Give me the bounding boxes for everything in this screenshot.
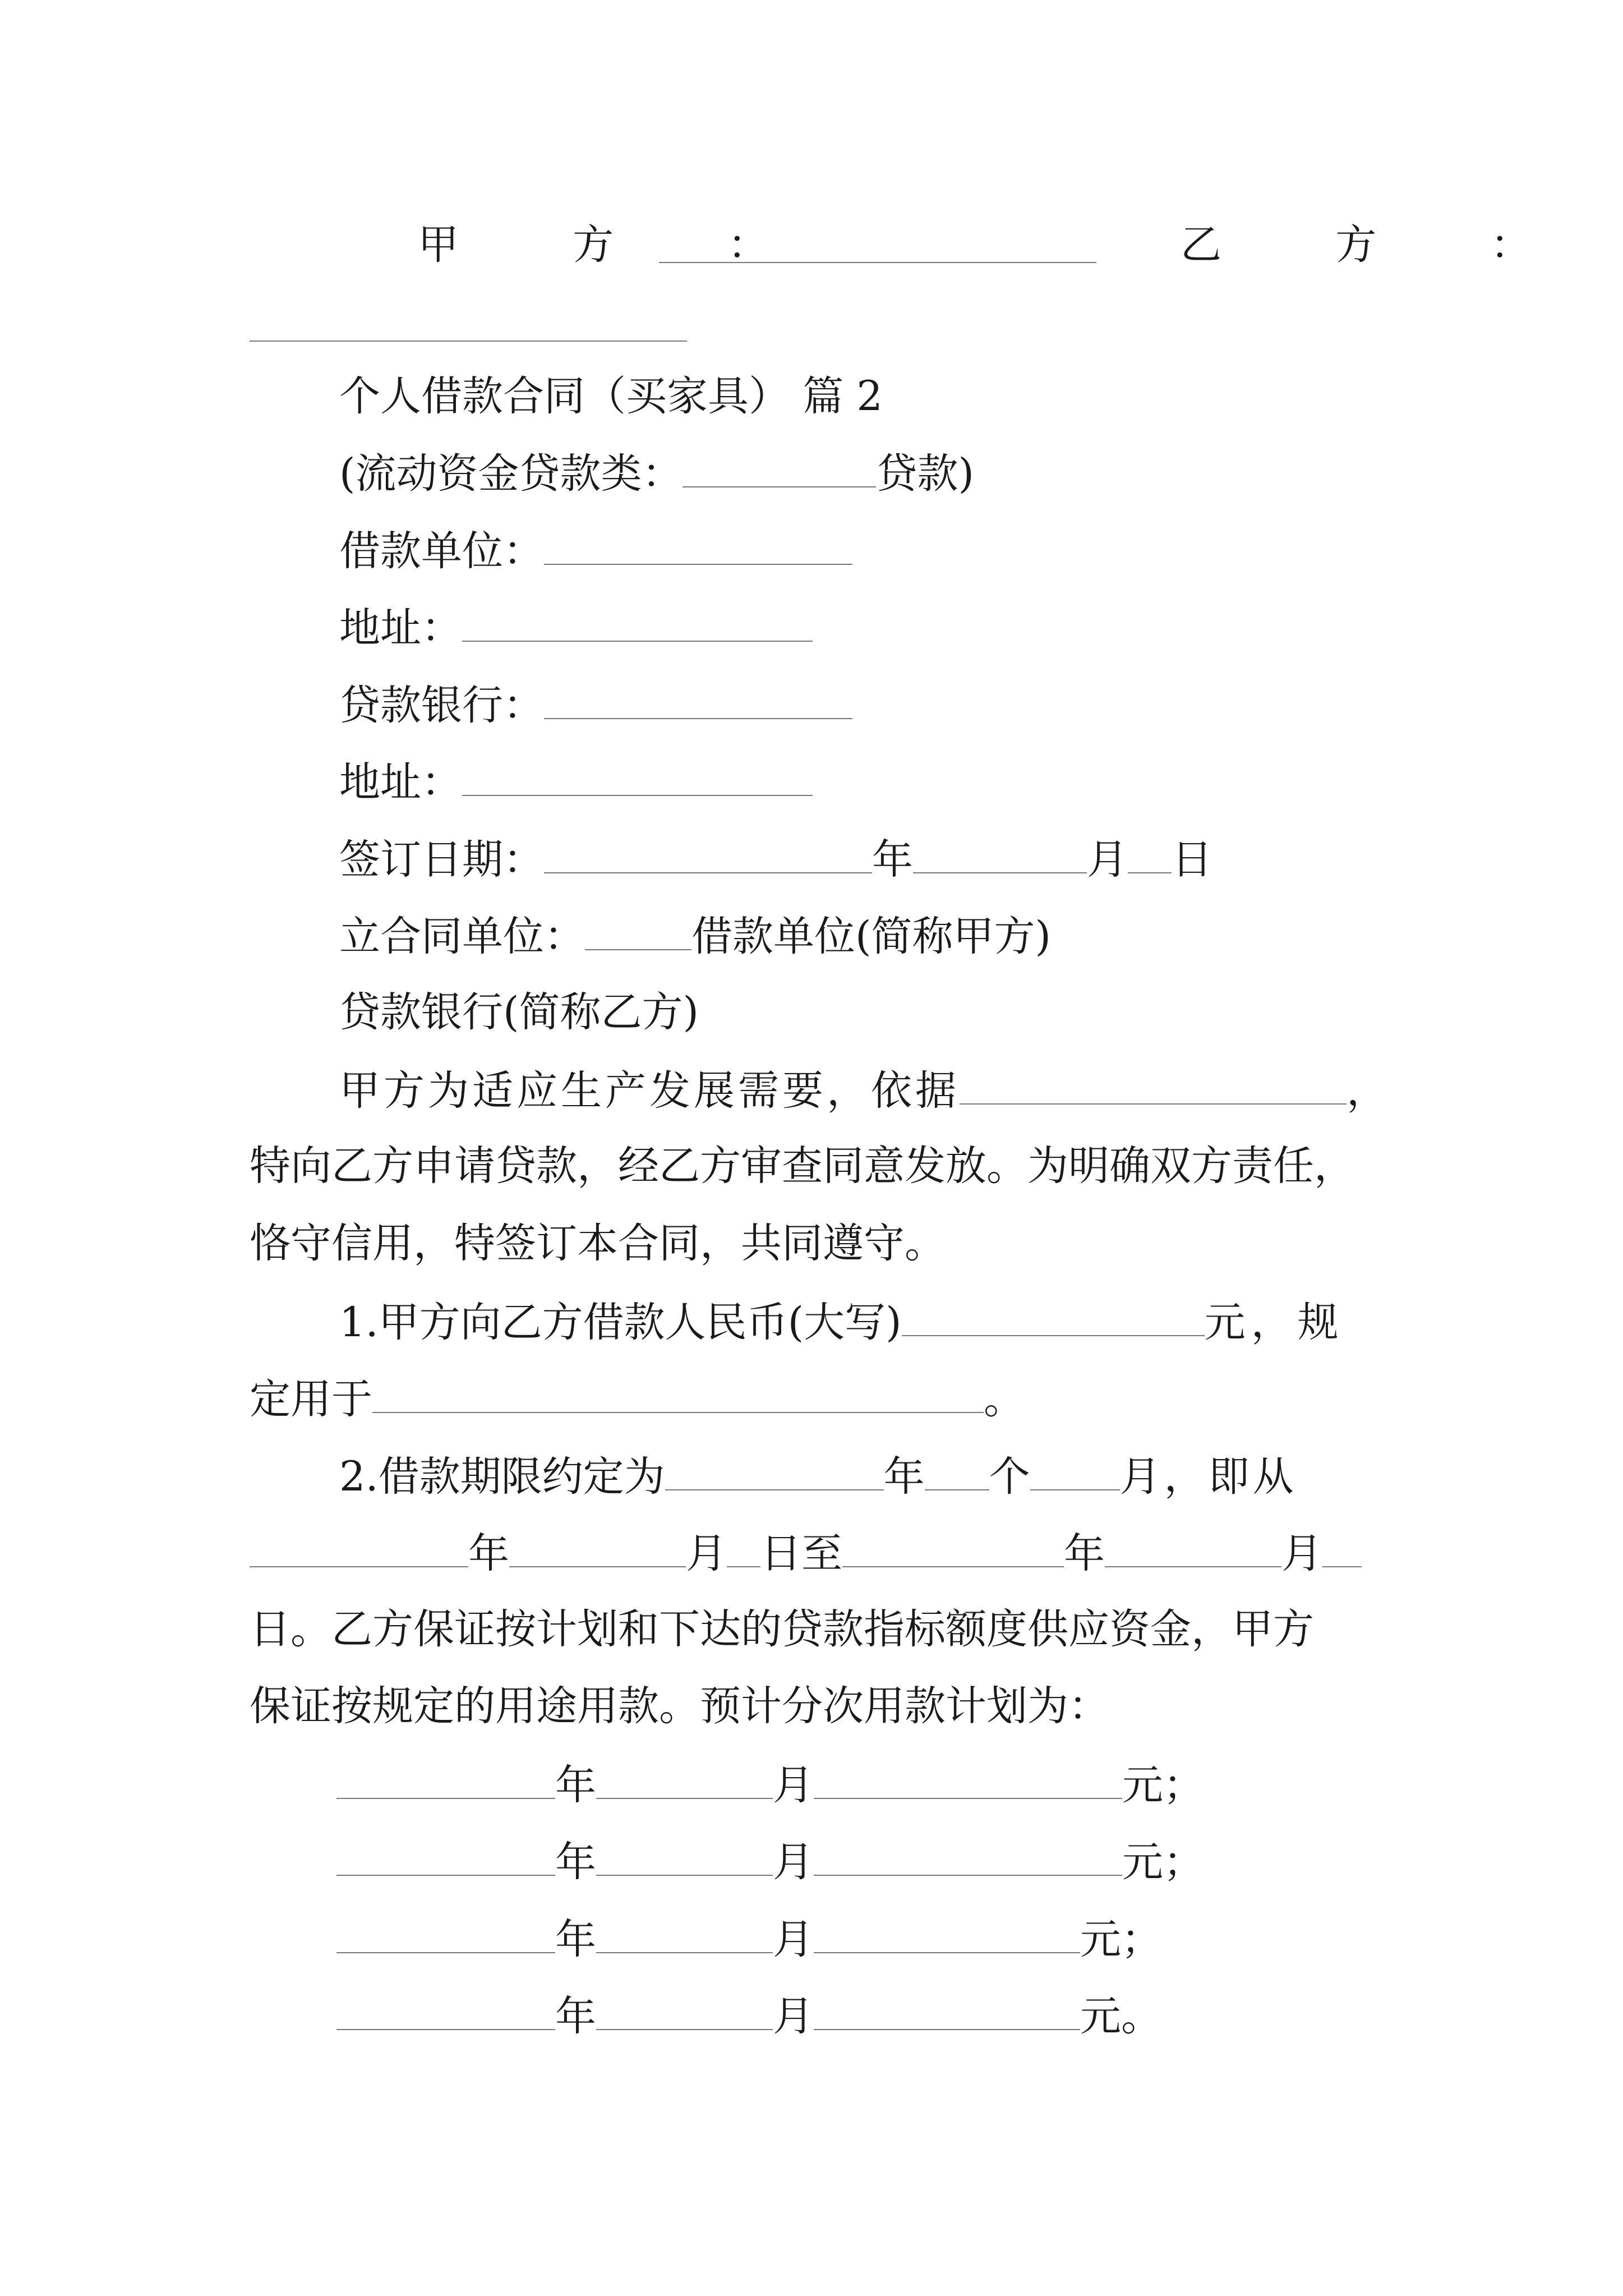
from-month-label: 月 [686, 1530, 727, 1577]
term-years-field[interactable] [665, 1455, 884, 1490]
year-label: 年 [872, 836, 913, 884]
party-b-line [1181, 221, 1582, 269]
loan-amount-field[interactable] [902, 1300, 1205, 1336]
loan-type-field[interactable] [683, 452, 876, 487]
loan-type-suffix: 贷款) [876, 450, 974, 498]
plan-month-label: 月 [773, 1993, 814, 2040]
contract-parties-suffix: 借款单位(简称甲方) [691, 913, 1051, 960]
clause1-yuan: 元，规 [1204, 1299, 1344, 1346]
from-day-to-label: 日至 [760, 1530, 842, 1577]
basis-field[interactable] [960, 1069, 1347, 1105]
signing-date-label: 签订日期： [339, 836, 544, 884]
loan-type-label: (流动资金贷款类： [339, 450, 683, 498]
clause1-line2 [250, 1375, 1025, 1423]
plan-row [336, 1761, 1204, 1809]
plan-month-field[interactable] [596, 1994, 773, 2030]
document-title: 个人借款合同（买家具） 篇 2 [339, 372, 883, 420]
borrower-unit-line [339, 527, 852, 575]
para1-line1 [339, 1067, 1387, 1115]
bank-short-line: 贷款银行(简称乙方) [339, 988, 699, 1036]
to-month-label: 月 [1281, 1530, 1322, 1577]
borrower-unit-label: 借款单位： [339, 527, 544, 575]
party-a-label: 甲 方 ： [418, 221, 819, 269]
plan-row [336, 1916, 1162, 1963]
plan-amount-field[interactable] [814, 1994, 1080, 2030]
plan-year-field[interactable] [336, 1763, 555, 1799]
clause2-line1 [339, 1453, 1297, 1501]
para1-line3: 恪守信用，特签订本合同，共同遵守。 [250, 1220, 946, 1267]
lending-bank-label: 贷款银行： [339, 682, 544, 729]
from-year-label: 年 [468, 1530, 509, 1577]
plan-year-label: 年 [555, 1993, 596, 2040]
plan-month-label: 月 [773, 1838, 814, 1886]
party-a-blank [659, 227, 1096, 270]
plan-yuan-label: 元； [1122, 1761, 1204, 1809]
address-1-line [339, 604, 813, 652]
to-year-field[interactable] [842, 1531, 1064, 1567]
plan-year-field[interactable] [336, 1917, 555, 1953]
signing-year-field[interactable] [544, 838, 872, 873]
plan-month-label: 月 [773, 1761, 814, 1809]
clause1-start: 1.甲方向乙方借款人民币(大写) [339, 1299, 902, 1346]
plan-yuan-label: 元； [1122, 1838, 1204, 1886]
borrower-unit-field[interactable] [544, 529, 852, 565]
to-year-label: 年 [1064, 1530, 1105, 1577]
party-a-field[interactable] [659, 227, 1096, 263]
term-months-field[interactable] [1030, 1455, 1120, 1490]
clause2-start: 2.借款期限约定为 [339, 1453, 665, 1501]
plan-year-field[interactable] [336, 1840, 555, 1876]
party-b-label: 乙 方 ： [1181, 221, 1582, 269]
clause1-purpose-label: 定用于 [250, 1375, 372, 1423]
plan-amount-field[interactable] [814, 1763, 1122, 1799]
to-day-field[interactable] [1322, 1531, 1362, 1567]
plan-amount-field[interactable] [814, 1917, 1080, 1953]
clause2-year: 年 [883, 1453, 925, 1501]
to-month-field[interactable] [1105, 1531, 1281, 1567]
signing-date-line [339, 836, 1212, 884]
clause2-line2 [250, 1530, 1362, 1577]
para1-start: 甲方为适应生产发展需要，依据 [339, 1067, 960, 1115]
signing-month-field[interactable] [913, 838, 1087, 873]
term-ge-field[interactable] [925, 1455, 989, 1490]
from-year-field[interactable] [250, 1531, 468, 1567]
plan-year-field[interactable] [336, 1994, 555, 2030]
month-label: 月 [1087, 836, 1128, 884]
para1-comma: ， [1347, 1067, 1387, 1115]
plan-month-field[interactable] [596, 1840, 773, 1876]
clause1-line1 [339, 1299, 1344, 1346]
address-2-field[interactable] [462, 760, 813, 796]
signing-day-field[interactable] [1128, 838, 1172, 873]
plan-year-label: 年 [555, 1916, 596, 1963]
loan-purpose-field[interactable] [372, 1377, 984, 1413]
day-label: 日 [1172, 836, 1212, 884]
para1-line2: 特向乙方申请贷款，经乙方审查同意发放。为明确双方责任， [250, 1142, 1355, 1190]
address-2-label: 地址： [339, 758, 462, 806]
plan-row [336, 1993, 1162, 2040]
plan-month-label: 月 [773, 1916, 814, 1963]
plan-amount-field[interactable] [814, 1840, 1122, 1876]
clause1-end: 。 [984, 1375, 1025, 1423]
clause2-line4: 保证按规定的用途用款。预计分次用款计划为： [250, 1682, 1109, 1730]
plan-yuan-label: 元； [1080, 1916, 1162, 1963]
party-b-field[interactable] [250, 306, 687, 342]
lending-bank-line [339, 682, 852, 729]
plan-year-label: 年 [555, 1761, 596, 1809]
contract-parties-label: 立合同单位： [339, 913, 585, 960]
address-1-label: 地址： [339, 604, 462, 652]
contract-parties-line [339, 913, 1051, 960]
clause2-month-from: 月，即从 [1119, 1453, 1297, 1501]
plan-year-label: 年 [555, 1838, 596, 1886]
clause2-ge: 个 [989, 1453, 1030, 1501]
address-2-line [339, 758, 813, 806]
plan-row [336, 1838, 1204, 1886]
lending-bank-field[interactable] [544, 683, 852, 719]
plan-month-field[interactable] [596, 1763, 773, 1799]
clause2-line3: 日。乙方保证按计划和下达的贷款指标额度供应资金，甲方 [250, 1605, 1314, 1653]
address-1-field[interactable] [462, 606, 813, 642]
from-month-field[interactable] [509, 1531, 686, 1567]
plan-month-field[interactable] [596, 1917, 773, 1953]
plan-yuan-label: 元。 [1080, 1993, 1162, 2040]
loan-type-line [339, 450, 974, 498]
from-day-field[interactable] [727, 1531, 760, 1567]
contract-parties-field[interactable] [585, 914, 691, 950]
party-b-blank [250, 306, 687, 348]
